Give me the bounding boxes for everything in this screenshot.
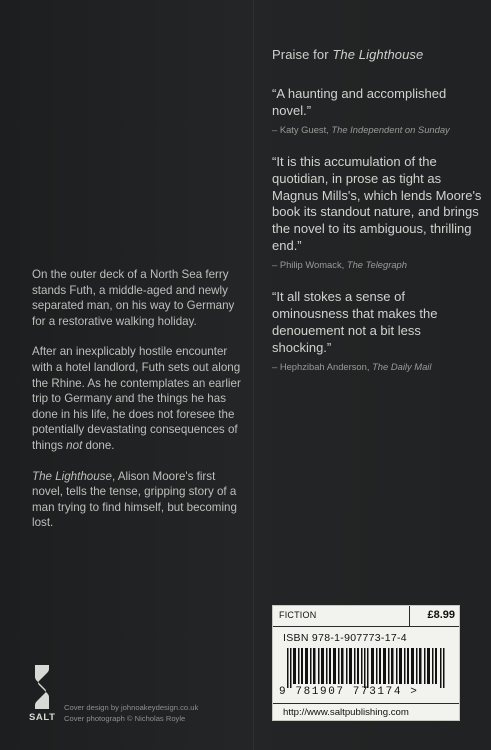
praise-section [272, 47, 482, 391]
review-attribution: – Katy Guest, The Independent on Sunday [272, 123, 450, 135]
praise-heading: Praise for The Lighthouse [272, 47, 424, 62]
isbn-label: ISBN 978-1-907773-17-4 [283, 632, 407, 644]
cover-credits [64, 703, 198, 724]
category-row [273, 606, 459, 627]
synopsis-paragraph-2: After an inexplicably hostile encounter with a hotel landlord, Futh sets out along the Rhine. As he contemplates an earlier trip to Germany and the things he has done in his life, he does not foresee the potentially devastating consequences of things not done. [32, 345, 241, 452]
cover-design-credit: Cover design by johnoakeydesign.co.uk [64, 703, 199, 712]
price: £8.99 [427, 609, 455, 621]
synopsis [32, 267, 244, 546]
publisher-name: SALT [29, 712, 56, 723]
review-attribution: – Philip Womack, The Telegraph [272, 258, 407, 270]
synopsis-paragraph-1: On the outer deck of a North Sea ferry stands Futh, a middle-aged and newly separated man, on his way to Germany for a restorative walking holiday. [32, 268, 235, 328]
column-divider [253, 0, 254, 750]
barcode-panel [272, 605, 460, 721]
review-quote: “It all stokes a sense of ominousness that makes the denouement not a bit less shocking.” [272, 289, 438, 355]
barcode-icon [287, 648, 447, 688]
review-quote: “It is this accumulation of the quotidian, in prose as tight as Magnus Mills's, which lends Moore's book its standout nature, and brings the novel to its ambiguous, thrilling end.” [272, 154, 482, 254]
salt-logo-icon [31, 665, 53, 709]
url-row [273, 703, 459, 721]
category-label: FICTION [279, 610, 317, 620]
review-quote: “A haunting and accomplished novel.” [272, 86, 447, 118]
barcode-digits: 9 781907 773174 > [279, 686, 419, 698]
review-attribution: – Hephzibah Anderson, The Daily Mail [272, 360, 432, 372]
synopsis-paragraph-3: The Lighthouse, Alison Moore's first novel, tells the tense, gripping story of a man trying to find himself, but becoming lost. [32, 469, 237, 530]
price-box [409, 606, 459, 626]
publisher-url: http://www.saltpublishing.com [283, 707, 409, 718]
cover-photo-credit: Cover photograph © Nicholas Royle [64, 713, 186, 723]
